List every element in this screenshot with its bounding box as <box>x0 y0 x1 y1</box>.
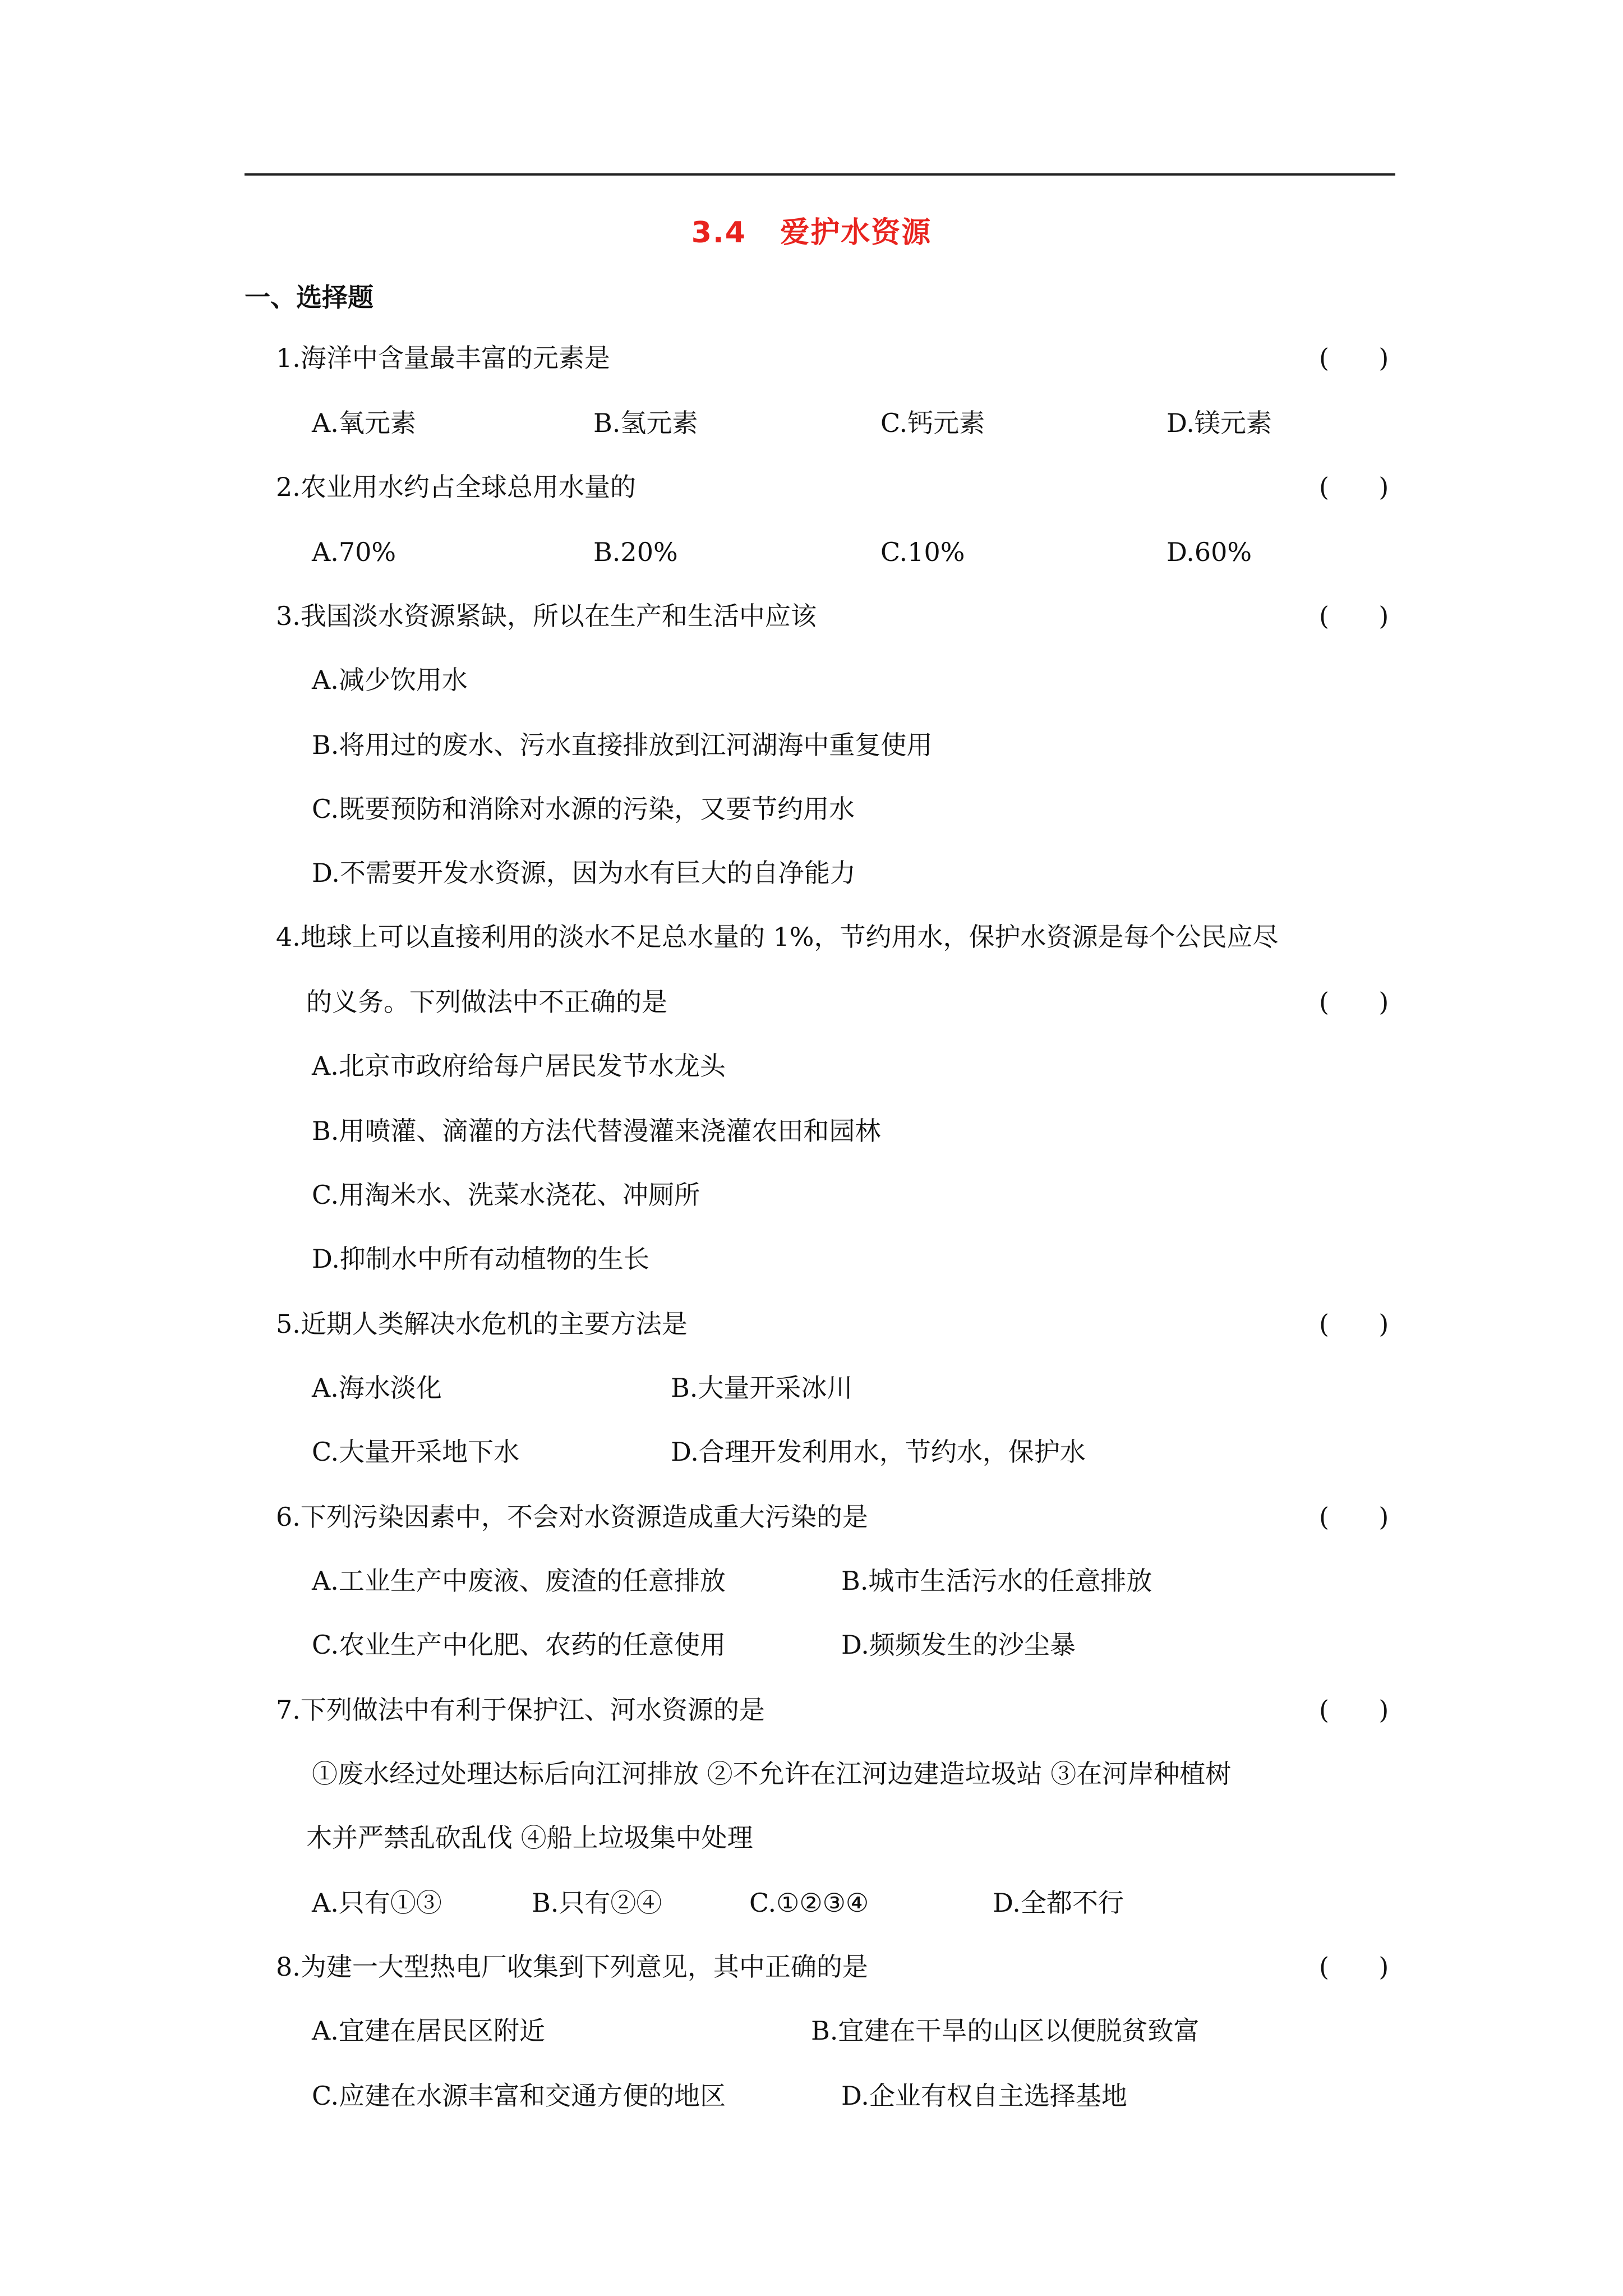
question-6-option-a: A.工业生产中废液、废渣的任意排放 <box>312 1566 726 1596</box>
question-5-option-b: B.大量开采冰川 <box>671 1373 853 1403</box>
question-2-option-b: B.20% <box>593 537 678 567</box>
question-6-option-d: D.频频发生的沙尘暴 <box>841 1630 1076 1660</box>
question-6-option-b: B.城市生活污水的任意排放 <box>841 1566 1152 1596</box>
question-7-option-d: D.全都不行 <box>993 1888 1124 1918</box>
question-2-option-a: A.70% <box>312 537 396 567</box>
question-1-stem: 1.海洋中含量最丰富的元素是 <box>276 343 610 373</box>
answer-bracket: ( ) <box>1319 601 1393 631</box>
answer-bracket: ( ) <box>1319 1309 1393 1339</box>
question-7-option-c: C.①②③④ <box>749 1888 869 1918</box>
question-3-option-c: C.既要预防和消除对水源的污染，又要节约用水 <box>312 794 855 824</box>
question-7-option-a: A.只有①③ <box>312 1888 442 1918</box>
question-1-option-d: D.镁元素 <box>1166 408 1272 438</box>
question-5-option-c: C.大量开采地下水 <box>312 1437 520 1467</box>
question-7-statements-line-2: 木并严禁乱砍乱伐 ④船上垃圾集中处理 <box>306 1823 753 1853</box>
question-8-option-b: B.宜建在干旱的山区以便脱贫致富 <box>811 2016 1200 2046</box>
question-7-statements-line-1: ①废水经过处理达标后向江河排放 ②不允许在江河边建造垃圾站 ③在河岸种植树 <box>312 1759 1232 1789</box>
question-7-stem: 7.下列做法中有利于保护江、河水资源的是 <box>276 1695 765 1725</box>
question-2-option-d: D.60% <box>1166 537 1252 567</box>
question-6-option-c: C.农业生产中化肥、农药的任意使用 <box>312 1630 726 1660</box>
question-4-option-b: B.用喷灌、滴灌的方法代替漫灌来浇灌农田和园林 <box>312 1116 881 1146</box>
answer-bracket: ( ) <box>1319 472 1393 502</box>
question-4-option-c: C.用淘米水、洗菜水浇花、冲厕所 <box>312 1180 700 1210</box>
section-heading: 一、选择题 <box>245 282 374 312</box>
answer-bracket: ( ) <box>1319 1502 1393 1532</box>
question-1-option-c: C.钙元素 <box>880 408 985 438</box>
question-1-option-a: A.氧元素 <box>312 408 416 438</box>
question-2-option-c: C.10% <box>880 537 965 567</box>
answer-bracket: ( ) <box>1319 1695 1393 1725</box>
answer-bracket: ( ) <box>1319 1952 1393 1982</box>
question-4-stem-line-1: 4.地球上可以直接利用的淡水不足总水量的 1%，节约用水，保护水资源是每个公民应尽 <box>276 922 1279 952</box>
question-4-option-a: A.北京市政府给每户居民发节水龙头 <box>312 1051 726 1081</box>
question-2-stem: 2.农业用水约占全球总用水量的 <box>276 472 636 502</box>
page-title: 3.4 爱护水资源 <box>691 216 932 250</box>
header-rule <box>245 173 1395 176</box>
question-8-option-a: A.宜建在居民区附近 <box>312 2016 545 2046</box>
question-3-stem: 3.我国淡水资源紧缺，所以在生产和生活中应该 <box>276 601 817 631</box>
question-8-stem: 8.为建一大型热电厂收集到下列意见，其中正确的是 <box>276 1952 868 1982</box>
question-1-option-b: B.氢元素 <box>593 408 698 438</box>
question-7-option-b: B.只有②④ <box>532 1888 662 1918</box>
question-3-option-a: A.减少饮用水 <box>312 665 468 695</box>
question-4-option-d: D.抑制水中所有动植物的生长 <box>312 1244 649 1274</box>
question-6-stem: 6.下列污染因素中，不会对水资源造成重大污染的是 <box>276 1502 868 1532</box>
question-3-option-d: D.不需要开发水资源，因为水有巨大的自净能力 <box>312 858 856 888</box>
answer-bracket: ( ) <box>1319 987 1393 1017</box>
question-8-option-d: D.企业有权自主选择基地 <box>841 2081 1127 2111</box>
question-4-stem-line-2: 的义务。下列做法中不正确的是 <box>306 987 667 1017</box>
question-5-option-a: A.海水淡化 <box>312 1373 442 1403</box>
answer-bracket: ( ) <box>1319 343 1393 373</box>
question-8-option-c: C.应建在水源丰富和交通方便的地区 <box>312 2081 726 2111</box>
question-5-stem: 5.近期人类解决水危机的主要方法是 <box>276 1309 688 1339</box>
question-5-option-d: D.合理开发利用水，节约水，保护水 <box>671 1437 1086 1467</box>
question-3-option-b: B.将用过的废水、污水直接排放到江河湖海中重复使用 <box>312 730 933 760</box>
